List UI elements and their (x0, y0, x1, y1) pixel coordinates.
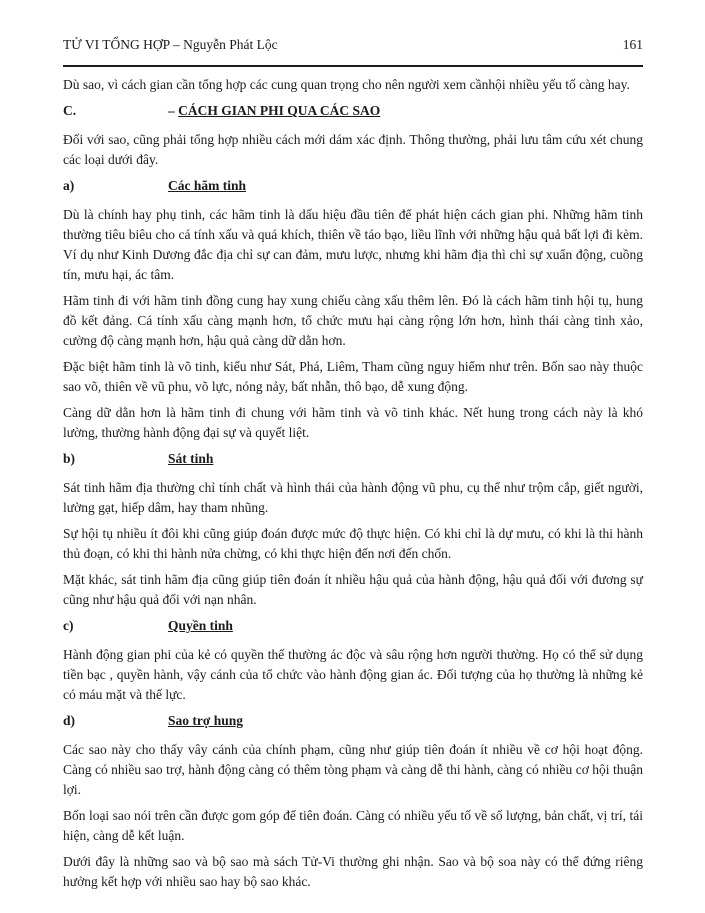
subsection-heading-b (63, 449, 643, 469)
subsection-title: Các hãm tinh (168, 178, 247, 193)
subsection-title: Quyền tinh (168, 618, 233, 633)
subsection-label: a) (63, 178, 75, 193)
subsection-c (63, 616, 643, 705)
paragraph: Sự hội tụ nhiều ít đôi khi cũng giúp đoán được mức độ thực hiện. Có khi chỉ là dự mưu, có khi là thi hành thủ đoạn, có khi thi hành nửa chừng, có khi thực hiện đến nơi đến chốn. (63, 526, 643, 561)
paragraph: Dù là chính hay phụ tinh, các hãm tinh là dấu hiệu đầu tiên để phát hiện cách gian phi. Những hãm tinh thường tiêu biêu cho cá tính xấu và quá khích, thiên về táo bạo, liều lĩnh với những hậu quả bất lợi đi kèm. Ví dụ như Kinh Dương đắc địa chỉ sự can đảm, mưu lược, nhưng khi hãm địa thì chỉ sự xuẩn động, cuồng tín, mưu hại, ác tâm. (63, 207, 643, 282)
section-title-text: CÁCH GIAN PHI QUA CÁC SAO (178, 103, 381, 118)
subsection-label: b) (63, 451, 76, 466)
subsection-heading-c (63, 616, 643, 636)
paragraph: Sát tinh hãm địa thường chỉ tính chất và hình thái của hành động vũ phu, cụ thể như trộm cắp, giết người, lường gạt, hiếp dâm, hay tham nhũng. (63, 480, 643, 515)
section-label: C. (63, 103, 77, 118)
section-lead-paragraph: Đối với sao, cũng phải tổng hợp nhiều cách mới dám xác định. Thông thường, phải lưu tâm cứu xét chung các loại dưới đây. (63, 132, 643, 167)
subsection-b (63, 449, 643, 610)
running-title: TỬ VI TỔNG HỢP – Nguyễn Phát Lộc (63, 37, 278, 52)
subsection-title: Sát tinh (168, 451, 214, 466)
subsection-label: d) (63, 713, 76, 728)
subsection-heading-a (63, 176, 643, 196)
paragraph: Hãm tinh đi với hãm tinh đồng cung hay xung chiếu càng xấu thêm lên. Đó là cách hãm tinh hội tụ, hung đồ kết đảng. Cá tính xấu càng mạnh hơn, tổ chức mưu hại càng rộng lớn hơn, hình thái càng tinh xảo, cường độ càng mạnh hơn, hậu quả càng dữ dằn hơn. (63, 293, 643, 348)
section-heading-c (63, 101, 643, 121)
section-title (168, 101, 380, 121)
paragraph: Bốn loại sao nói trên cần được gom góp để tiên đoán. Càng có nhiều yếu tố về số lượng, bản chất, vị trí, tái hiện, càng dễ kết luận. (63, 808, 643, 843)
paragraph: Dưới đây là những sao và bộ sao mà sách Tử-Vi thường ghi nhận. Sao và bộ soa này có thể đứng riêng hưởng kết hợp với nhiều sao hay bộ sao khác. (63, 854, 643, 889)
page-number: 161 (622, 37, 643, 52)
paragraph: Càng dữ dằn hơn là hãm tinh đi chung với hãm tinh và võ tinh khác. Nết hung trong cách này là khó lường, thường hành động đại sự và quyết liệt. (63, 405, 643, 440)
subsection-label: c) (63, 618, 74, 633)
subsection-heading-d (63, 711, 643, 731)
intro-paragraph: Dù sao, vì cách gian cần tổng hợp các cung quan trọng cho nên người xem cầnhội nhiều yếu tố càng hay. (63, 77, 630, 92)
subsection-d (63, 711, 643, 892)
page-header (63, 36, 643, 54)
paragraph: Mặt khác, sát tinh hãm địa cũng giúp tiên đoán ít nhiều hậu quả của hành động, hậu quả đối với đương sự cũng như hậu quả đối với nạn nhân. (63, 572, 643, 607)
paragraph: Hành động gian phi của kẻ có quyền thế thường ác độc và sâu rộng hơn người thường. Họ có thể sử dụng tiền bạc , quyền hành, vậy cánh của tổ chức vào hành động gian ác. Đối tượng của họ thường là những kẻ có máu mặt và thế lực. (63, 647, 643, 702)
header-rule (63, 65, 643, 67)
section-title-dash: – (168, 103, 175, 118)
subsection-title: Sao trợ hung (168, 713, 243, 728)
subsection-a (63, 176, 643, 443)
paragraph: Đặc biệt hãm tinh là võ tinh, kiểu như Sát, Phá, Liêm, Tham cũng nguy hiểm như trên. Bốn sao này thuộc sao võ, thiên về vũ phu, võ lực, nóng nảy, bất nhẫn, thô bạo, dễ xung động. (63, 359, 643, 394)
paragraph: Các sao này cho thấy vây cánh của chính phạm, cũng như giúp tiên đoán ít nhiều về cơ hội hoạt động. Càng có nhiều sao trợ, hành động càng có thêm tòng phạm và càng dễ thi hành, càng có nhiều cơ hội thuận lợi. (63, 742, 643, 797)
